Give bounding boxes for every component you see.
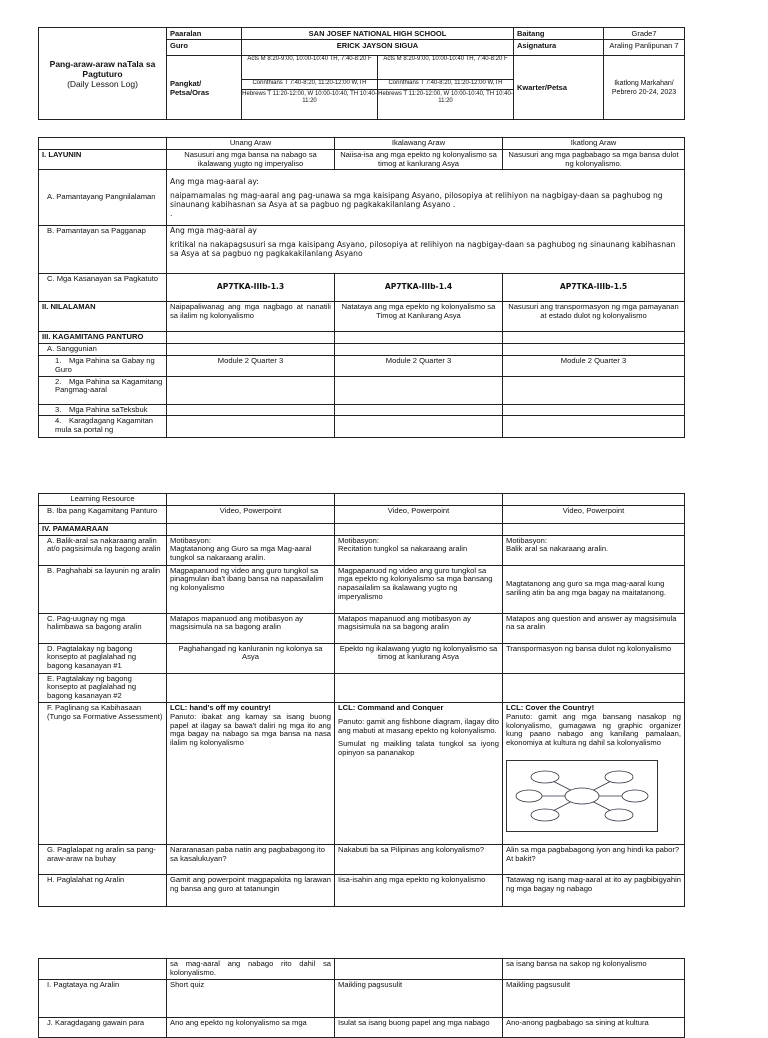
motibasyon-label: Motibasyon: (170, 535, 211, 545)
kwarter-value: Ikatlong Markahan/ Pebrero 20-24, 2023 (604, 56, 685, 120)
nilalaman-day-1: Naipapaliwanag ang mga nagbago at nanatili sa ilalim ng kolonyalismo (167, 302, 335, 332)
graphic-organizer-diagram (507, 761, 657, 831)
log-title: Pang-araw-araw naTala sa Pagtuturo (49, 58, 156, 79)
pangnilalaman-dot: . (170, 208, 173, 218)
karagdagang-gawain-label: J. Karagdagang gawain para (39, 1017, 167, 1037)
empty-cell (503, 404, 685, 416)
pag-uugnay-day-1: Matapos mapanuod ang motibasyon ay magsisimula na sa bagong aralin (167, 613, 335, 643)
nilalaman-day-3: Nasusuri ang transpormasyon ng mga pamayanan at estado dulot ng kolonyalismo (503, 302, 685, 332)
paglalapat-day-2: Nakabuti ba sa Pilipinas ang kolonyalismo? (335, 844, 503, 874)
evaluation-table (38, 958, 685, 1038)
paaralan-value: SAN JOSEF NATIONAL HIGH SCHOOL (242, 28, 514, 40)
paglinang-label: F. Paglinang sa Kabihasaan (Tungo sa Formative Assessment) (39, 702, 167, 844)
empty-cell (503, 344, 685, 356)
asignatura-label: Asignatura (514, 40, 604, 56)
paglalapat-label: G. Paglalapat ng aralin sa pang-araw-araw na buhay (39, 844, 167, 874)
log-title-cell (39, 28, 167, 120)
code-day-1: AP7TKA-IIIb-1.3 (167, 274, 335, 302)
pag-uugnay-label: C. Pag-uugnay ng mga halimbawa sa bagong aralin (39, 613, 167, 643)
kasanayan-label: C. Mga Kasanayan sa Pagkatuto (39, 274, 167, 302)
schedule-cell (378, 56, 514, 80)
procedure-table (38, 493, 685, 907)
motibasyon-text: Magtatanong ang Guro sa mga Mag-aaral tungkol sa nakaraang aralin. (170, 544, 312, 563)
baitang-label: Baitang (514, 28, 604, 40)
pangnilalaman-text: naipamamalas ng mag-aaral ang pag-unawa sa mga kaisipang Asyano, pilosopiya at relihiyon na nagbigay-daan sa paghubog ng sinaunang kabihasnan sa Asya at sa pagbuo ng pagkakakilanlang Asyano . (170, 191, 663, 209)
pamantayan-pagganap-label: B. Pamantayan sa Pagganap (39, 226, 167, 274)
paglalahat-cont-day-1: sa mag-aaral ang nabago rito dahil sa kolonyalismo. (167, 959, 335, 980)
schedule-hebrews: Hebrews T 11:20-12:00, W 10:00-10:40, TH 10:40-11:20 (378, 91, 513, 104)
balik-aral-day-3 (503, 535, 685, 565)
balik-aral-label: A. Balik-aral sa nakaraang aralin at/o pagsisimula ng bagong aralin (39, 535, 167, 565)
paglalahat-day-2: Iisa-isahin ang mga epekto ng kolonyalismo (335, 874, 503, 906)
kwarter-label: Kwarter/Petsa (514, 56, 604, 120)
paglalahat-day-3: Tatawag ng isang mag-aaral at ito ay pagbibigyahin ng mga bagay ng nabago (503, 874, 685, 906)
motibasyon-text: Balik aral sa nakaraang aralin. (506, 544, 609, 554)
portal-text: Karagdagang Kagamitan mula sa portal ng (55, 416, 154, 435)
day-1-header: Unang Araw (167, 138, 335, 150)
layunin-day-2: Naiisa-isa ang mga epekto ng kolonyalismo sa timog at kanlurang Asya (335, 149, 503, 170)
graphic-organizer-image (506, 760, 658, 832)
pamantayan-pagganap-cell (167, 226, 685, 274)
schedule-cell (378, 80, 514, 120)
empty-cell (335, 376, 503, 404)
pagganap-intro: Ang mga mag-aaral ay (170, 226, 257, 236)
item-number: 2. (55, 376, 62, 386)
day-2-header: Ikalawang Araw (335, 138, 503, 150)
motibasyon-label: Motibasyon: (338, 535, 379, 545)
balik-aral-day-2 (335, 535, 503, 565)
empty-cell (335, 673, 503, 702)
module-day-2: Module 2 Quarter 3 (335, 355, 503, 376)
paglinang-day-1 (167, 702, 335, 844)
paglinang-day-2 (335, 702, 503, 844)
portal-label (39, 416, 167, 438)
item-number: 4. (55, 416, 62, 426)
teksbuk-text: Mga Pahina saTeksbuk (69, 404, 148, 414)
paglalahat-day-1: Gamit ang powerpoint magpapakita ng larawan ng bansa ang guro at tatanungin (167, 874, 335, 906)
pamamaraan-label: IV. PAMAMARAAN (39, 523, 167, 535)
empty-cell (167, 376, 335, 404)
pagganap-text: kritikal na nakapagsusuri sa mga kaisipang Asyano, pilosopiya at relihiyon na nagbigay-daan sa paghubog ng sinaunang kabihasnan sa Asya at sa pagbuo ng pagkakakilanlang Asyano (170, 240, 676, 258)
empty-cell (335, 416, 503, 438)
empty-cell (335, 404, 503, 416)
motibasyon-label: Motibasyon: (506, 535, 547, 545)
empty-cell (167, 523, 335, 535)
gabay-guro-label (39, 355, 167, 376)
paglalapat-day-1: Nararanasan paba natin ang pagbabagong ito sa kasalukuyan? (167, 844, 335, 874)
empty-cell (167, 673, 335, 702)
pagtalakay-1-day-2: Epekto ng ikalawang yugto ng kolonyalismo sa timog at kanlurang Asya (335, 643, 503, 673)
video-day-2: Video, Powerpoint (335, 505, 503, 523)
schedule-acts: Acts M 8:20-9:00, 10:00-10:40 TH, 7:40-8:20 F (383, 56, 508, 62)
empty-cell (503, 673, 685, 702)
karagdagang-gawain-day-1: Ano ang epekto ng kolonyalismo sa mga (167, 1017, 335, 1037)
pagtataya-day-3: Maikling pagsusulit (503, 979, 685, 1017)
layunin-day-1: Nasusuri ang mga bansa na nabago sa ikalawang yugto ng imperyaliso (167, 149, 335, 170)
lcl-title: LCL: hand's off my country! (170, 702, 271, 712)
kagamitang-pangmag-aaral-label (39, 376, 167, 404)
paghahabi-day-1: Magpapanuod ng video ang guro tungkol sa pinagmulan iba't ibang bansa na napasailalim ng kolonyalismo (167, 565, 335, 613)
code-day-2: AP7TKA-IIIb-1.4 (335, 274, 503, 302)
karagdagang-gawain-day-3: Ano-anong pagbabago sa sining at kultura (503, 1017, 685, 1037)
kagamitan-label: III. KAGAMITANG PANTURO (39, 332, 167, 344)
balik-aral-day-1 (167, 535, 335, 565)
schedule-cell (242, 56, 378, 80)
lcl-instructions-2: Sumulat ng maikling talata tungkol sa iyong opinyon sa pananakop (338, 739, 499, 758)
schedule-corinthians: Corinthians T 7:40-8:20, 11:20-12:00 W,TH (388, 80, 503, 86)
pag-uugnay-day-3: Matapos ang question and answer ay magsisimula na sa aralin (503, 613, 685, 643)
lcl-instructions: Panuto: gamit ang mga bansang nasakop ng kolonyalismo, gumagawa ng graphic organizer kung paano nabago ang kanilang pamalaan, ekonomiya at kultura ng dahil sa kolonyalismo (506, 711, 681, 748)
empty-cell (39, 138, 167, 150)
pamantayang-pangnilalaman-label: A. Pamantayang Pangnilalaman (39, 170, 167, 226)
paglalapat-day-3: Alin sa mga pagbabagong iyon ang hindi ka pabor? At bakit? (503, 844, 685, 874)
asignatura-value: Araling Panlipunan 7 (604, 40, 685, 56)
empty-cell (335, 523, 503, 535)
layunin-day-3: Nasusuri ang mga pagbabago sa mga bansa dulot ng kolonyalismo. (503, 149, 685, 170)
empty-cell (335, 344, 503, 356)
schedule-cell (242, 80, 378, 120)
empty-cell (167, 404, 335, 416)
guro-value: ERICK JAYSON SIGUA (242, 40, 514, 56)
pagtataya-label: I. Pagtataya ng Aralin (39, 979, 167, 1017)
empty-cell (503, 494, 685, 506)
lcl-instructions: Panuto: ibakat ang kamay sa isang buong papel at ilagay sa bawa't daliri ng mga ito ang mga bagay na nabago sa mga bansa na nasa ilalim ng kolonyalismo (170, 711, 331, 748)
paghahabi-label: B. Paghahabi sa layunin ng aralin (39, 565, 167, 613)
nilalaman-label: II. NILALAMAN (39, 302, 167, 332)
karagdagang-gawain-day-2: Isulat sa isang buong papel ang mga nabago (335, 1017, 503, 1037)
pagtalakay-2-label: E. Pagtalakay ng bagong konsepto at paglalahad ng bagong kasanayan #2 (39, 673, 167, 702)
lcl-title: LCL: Cover the Country! (506, 702, 595, 712)
empty-cell (503, 416, 685, 438)
paghahabi-day-2: Magpapanuod ng video ang guro tungkol sa mga epekto ng kolonyalismo sa mga bansang napasailalim sa ikalawang yugto ng imperyalismo (335, 565, 503, 613)
log-subtitle: (Daily Lesson Log) (67, 78, 138, 89)
pagtataya-day-1: Short quiz (167, 979, 335, 1017)
teksbuk-label (39, 404, 167, 416)
video-day-3: Video, Powerpoint (503, 505, 685, 523)
paglalahat-cont-day-3: sa isang bansa na sakop ng kolonyalismo (503, 959, 685, 980)
guro-label: Guro (167, 40, 242, 56)
baitang-value: Grade7 (604, 28, 685, 40)
schedule-acts: Acts M 8:20-9:00, 10:00-10:40 TH, 7:40-8:20 F (247, 56, 372, 62)
kagamitang-pangmag-aaral-text: Mga Pahina sa Kagamitang Pangmag-aaral (55, 376, 163, 395)
schedule-hebrews: Hebrews T 11:20-12:00, W 10:00-10:40, TH 10:40-11:20 (242, 91, 377, 104)
empty-cell (167, 332, 335, 344)
nilalaman-day-2: Natataya ang mga epekto ng kolonyalismo sa Timog at Kanlurang Asya (335, 302, 503, 332)
empty-cell (503, 332, 685, 344)
empty-cell (503, 523, 685, 535)
pagtalakay-1-day-1: Paghahangad ng kanluranin ng kolonya sa Asya (167, 643, 335, 673)
sanggunian-label: A. Sanggunian (39, 344, 167, 356)
lcl-title: LCL: Command and Conquer (338, 702, 444, 712)
pagtalakay-1-label: D. Pagtalakay ng bagong konsepto at paglalahad ng bagong kasanayan #1 (39, 643, 167, 673)
empty-cell (335, 332, 503, 344)
header-table (38, 27, 685, 120)
pangkat-label: Pangkat/ Petsa/Oras (167, 56, 242, 120)
item-number: 3. (55, 404, 62, 414)
pagtalakay-1-day-3: Transpormasyon ng bansa dulot ng kolonyalismo (503, 643, 685, 673)
item-number: 1. (55, 355, 62, 365)
paglalahat-cont-day-2 (335, 959, 503, 980)
iba-pang-kagamitan-label: B. Iba pang Kagamitang Panturo (39, 505, 167, 523)
code-day-3: AP7TKA-IIIb-1.5 (503, 274, 685, 302)
schedule-corinthians: Corinthians T 7:40-8:20, 11:20-12:00 W,TH (252, 80, 367, 86)
module-day-1: Module 2 Quarter 3 (167, 355, 335, 376)
video-day-1: Video, Powerpoint (167, 505, 335, 523)
paghahabi-day-3: Magtatanong ang guro sa mga mag-aaral kung sariling atin ba ang mga bagay na maitatanong. (503, 565, 685, 613)
motibasyon-text: Recitation tungkol sa nakaraang aralin (338, 544, 468, 554)
objectives-table (38, 137, 685, 438)
paaralan-label: Paaralan (167, 28, 242, 40)
pamantayang-pangnilalaman-cell (167, 170, 685, 226)
empty-cell (39, 959, 167, 980)
empty-cell (167, 344, 335, 356)
pagtataya-day-2: Maikling pagsusulit (335, 979, 503, 1017)
day-3-header: Ikatlong Araw (503, 138, 685, 150)
module-day-3: Module 2 Quarter 3 (503, 355, 685, 376)
learning-resource-label: Learning Resource (39, 494, 167, 506)
pag-uugnay-day-2: Matapos mapanuod ang motibasyon ay magsisimula na sa bagong aralin (335, 613, 503, 643)
paglalahat-label: H. Paglalahat ng Aralin (39, 874, 167, 906)
empty-cell (503, 376, 685, 404)
lcl-instructions: Panuto: gamit ang fishbone diagram, ilagay dito ang mabuti at masang epekto ng kolonyalismo. (338, 716, 499, 735)
paglinang-day-3 (503, 702, 685, 844)
layunin-label: I. LAYUNIN (39, 149, 167, 170)
gabay-guro-text: Mga Pahina sa Gabay ng Guro (55, 355, 155, 374)
empty-cell (167, 494, 335, 506)
empty-cell (167, 416, 335, 438)
empty-cell (335, 494, 503, 506)
pangnilalaman-intro: Ang mga mag-aaral ay: (170, 177, 259, 187)
